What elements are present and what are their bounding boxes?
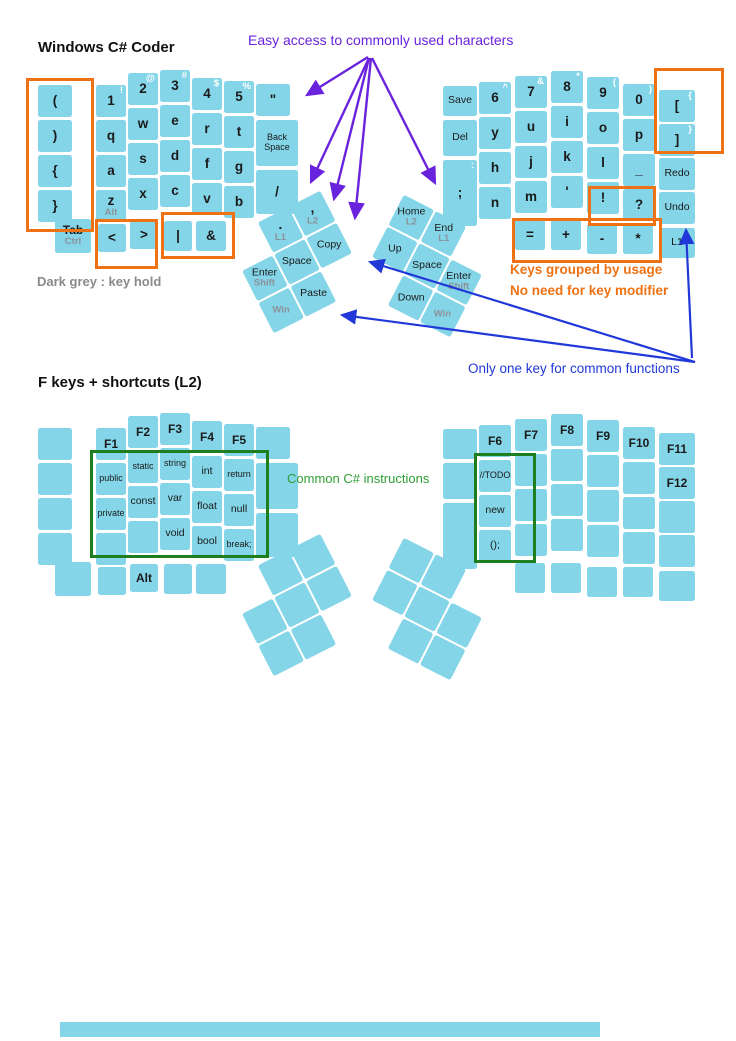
key-label: (	[52, 92, 58, 108]
key-label: d	[170, 147, 180, 163]
key-blank	[659, 501, 695, 533]
key-blank	[38, 498, 72, 530]
key-blank	[98, 567, 126, 595]
key-hold-label: L1	[275, 231, 287, 243]
key-blank	[623, 497, 655, 529]
arrow-to-period-key	[334, 58, 369, 199]
key-f11	[659, 433, 695, 465]
key-label: 0	[635, 91, 643, 107]
key-5	[224, 81, 254, 113]
key-redo	[659, 158, 695, 190]
layer1-title: Windows C# Coder	[38, 39, 175, 56]
key-label: y	[491, 124, 499, 140]
key-q	[96, 120, 126, 152]
key-f7	[515, 419, 547, 451]
key-label: bool	[197, 535, 217, 548]
key-p	[623, 119, 655, 151]
key-1	[96, 85, 126, 117]
footer-bar	[60, 1022, 600, 1037]
highlight-box-cs-keywords-right	[474, 453, 536, 563]
key-blank	[38, 428, 72, 460]
key-label: >	[140, 226, 148, 242]
key-label: Space	[282, 255, 312, 268]
key-label: F7	[523, 427, 538, 442]
key-l1	[659, 228, 695, 258]
key-blank	[587, 455, 619, 487]
key-label: j	[529, 153, 533, 169]
key-label: Del	[452, 131, 468, 144]
key-symbol	[443, 160, 477, 226]
key-label: )	[52, 127, 58, 143]
key-save	[443, 86, 477, 116]
key-blank	[659, 535, 695, 567]
key-alt	[130, 564, 158, 592]
key-f10	[623, 427, 655, 459]
key-blank	[623, 462, 655, 494]
key-label: n	[490, 194, 500, 210]
key-label: F1	[103, 436, 118, 451]
key-shift-legend: @	[145, 73, 155, 84]
key-label: F5	[231, 432, 246, 447]
key-f12	[659, 467, 695, 499]
key-hold-label: Ctrl	[64, 236, 82, 248]
annotation-keys-grouped-line1: Keys grouped by usage	[510, 262, 663, 277]
key-label: g	[234, 158, 244, 174]
key-label: private	[97, 508, 125, 519]
key-blank	[659, 571, 695, 601]
key-label: _	[635, 161, 643, 177]
key-symbol	[256, 84, 290, 116]
key-label: s	[139, 150, 147, 166]
key-blank	[587, 525, 619, 557]
key-label: /	[275, 183, 279, 199]
key-3	[160, 70, 190, 102]
key-label: string	[163, 458, 186, 469]
key-h	[479, 152, 511, 184]
key-label: L1	[671, 236, 683, 249]
key-label: ,	[310, 200, 315, 216]
key-label: m	[524, 188, 537, 204]
key-z	[96, 190, 126, 222]
key-label: .	[278, 216, 283, 232]
arrow-to-slash-key	[311, 58, 369, 182]
key-blank	[55, 562, 91, 596]
key-label: [	[674, 97, 680, 113]
key-label: o	[598, 119, 608, 135]
key-label: Copy	[316, 238, 342, 251]
key-hold-label: L1	[437, 233, 449, 245]
key-hold-label: Win	[434, 308, 452, 320]
key-a	[96, 155, 126, 187]
note-key-hold: Dark grey : key hold	[37, 274, 162, 289]
key-e	[160, 105, 190, 137]
key-k	[551, 141, 583, 173]
arrow-to-quote-key	[307, 57, 368, 95]
purple-arrows	[307, 57, 435, 218]
arrow-to-semicolon-key	[372, 58, 435, 183]
key-f4	[192, 421, 222, 453]
key-label: c	[171, 182, 179, 198]
key-shift-legend: (	[612, 77, 616, 88]
key-label: Redo	[664, 167, 690, 180]
key-label: ();	[490, 539, 500, 552]
key-blank	[443, 463, 477, 499]
key-label: static	[132, 461, 154, 472]
key-label: Space	[412, 259, 442, 272]
key-m	[515, 181, 547, 213]
key-label: 9	[599, 84, 607, 100]
key-8	[551, 71, 583, 103]
key-label: null	[230, 503, 248, 516]
key-label: 5	[235, 88, 243, 104]
key-label: F9	[595, 428, 610, 443]
key-blank	[587, 567, 617, 597]
key-del	[443, 120, 477, 156]
key-9	[587, 77, 619, 109]
key-j	[515, 146, 547, 178]
key-shift-legend: $	[213, 78, 219, 89]
key-r	[192, 113, 222, 145]
key-label: &	[206, 227, 216, 243]
key-label: {	[52, 162, 58, 178]
key-label: 8	[563, 78, 571, 94]
key-label: //TODO	[479, 470, 511, 481]
key-label: End	[434, 222, 453, 235]
key-label: <	[108, 229, 116, 245]
key-label: 1	[107, 92, 115, 108]
key-label: Paste	[299, 287, 327, 300]
key-label: public	[99, 473, 123, 484]
arrow-to-paste-key	[342, 315, 695, 362]
key-label: b	[234, 193, 244, 209]
key-label: e	[171, 112, 179, 128]
key-label: p	[634, 126, 644, 142]
arrow-to-comma-key	[355, 58, 371, 218]
annotation-common-cs: Common C# instructions	[287, 471, 430, 486]
key-blank	[164, 564, 192, 594]
key-symbol	[623, 154, 655, 186]
key-label: new	[485, 504, 505, 517]
key-n	[479, 187, 511, 219]
key-label: "	[269, 91, 277, 107]
key-w	[128, 108, 158, 140]
key-x	[128, 178, 158, 210]
layer2-title: F keys + shortcuts (L2)	[38, 374, 202, 391]
key-label: Down	[397, 291, 425, 304]
key-label: |	[176, 227, 180, 243]
key-label: l	[601, 154, 605, 170]
key-v	[192, 183, 222, 215]
key-label: r	[204, 120, 210, 136]
key-label: Undo	[664, 201, 690, 214]
key-label: Alt	[136, 570, 152, 585]
annotation-easy-access: Easy access to commonly used characters	[248, 32, 514, 48]
key-label: Up	[388, 242, 402, 255]
key-t	[224, 116, 254, 148]
key-blank	[515, 563, 545, 593]
key-7	[515, 76, 547, 108]
key-shift-legend: &	[537, 76, 544, 87]
key-label: u	[526, 118, 536, 134]
annotation-only-one-key: Only one key for common functions	[468, 361, 680, 376]
highlight-box-math-operators	[512, 218, 662, 263]
key-o	[587, 112, 619, 144]
key-label: var	[167, 492, 183, 505]
highlight-box-cs-keywords-left	[90, 450, 269, 558]
key-label: ]	[674, 131, 680, 147]
key-label: float	[197, 500, 217, 513]
key-label: void	[165, 527, 185, 540]
key-0	[623, 84, 655, 116]
key-shift-legend: {	[688, 90, 692, 101]
key-label: w	[137, 115, 149, 131]
key-s	[128, 143, 158, 175]
key-blank	[587, 490, 619, 522]
key-shift-legend: !	[119, 85, 123, 96]
key-c	[160, 175, 190, 207]
key-label: a	[107, 162, 115, 178]
key-label: Home	[397, 205, 426, 218]
key-hold-label: Win	[272, 304, 290, 316]
key-shift-legend: :	[470, 160, 474, 171]
key-l	[587, 147, 619, 179]
key-label: i	[565, 113, 569, 129]
key-shift-legend: #	[181, 70, 187, 81]
key-u	[515, 111, 547, 143]
key-label: v	[203, 190, 211, 206]
key-label: F8	[559, 422, 574, 437]
key-label: '	[565, 183, 569, 199]
key-label: F4	[199, 429, 214, 444]
key-label: ;	[457, 184, 463, 200]
key-label: x	[139, 185, 147, 201]
key-f	[192, 148, 222, 180]
key-blank	[443, 429, 477, 459]
key-blank	[196, 564, 226, 594]
key-g	[224, 151, 254, 183]
key-label: f	[204, 155, 210, 171]
key-blank	[38, 463, 72, 495]
key-blank	[623, 567, 653, 597]
annotation-keys-grouped	[510, 259, 668, 301]
key-label: k	[563, 148, 571, 164]
key-label: const	[130, 495, 156, 508]
key-label: F11	[666, 441, 687, 456]
key-shift-legend: *	[576, 71, 580, 82]
key-label: h	[490, 159, 500, 175]
key-hold-label: L2	[405, 217, 417, 229]
key-label: break;	[226, 539, 252, 550]
key-label: Back Space	[264, 132, 290, 152]
key-label: }	[52, 197, 58, 213]
key-blank	[551, 449, 583, 481]
key-f3	[160, 413, 190, 445]
highlight-box-pipe-ampersand	[161, 212, 235, 259]
key-label: int	[201, 465, 213, 478]
key-label: !	[600, 189, 606, 205]
key-y	[479, 117, 511, 149]
key-label: F12	[666, 475, 688, 490]
key-label: return	[227, 469, 251, 480]
key-symbol	[551, 176, 583, 208]
key-blank	[551, 484, 583, 516]
key-i	[551, 106, 583, 138]
key-hold-label: Alt	[104, 207, 118, 219]
key-label: Enter	[446, 270, 472, 283]
key-blank	[623, 532, 655, 564]
key-shift-legend: }	[688, 124, 692, 135]
key-label: *	[635, 230, 641, 246]
key-f9	[587, 420, 619, 452]
key-backspace	[256, 120, 298, 166]
key-4	[192, 78, 222, 110]
key-label: -	[599, 230, 605, 246]
key-label: F10	[628, 435, 650, 450]
key-f2	[128, 416, 158, 448]
highlight-box-angle-brackets	[95, 219, 158, 269]
key-label: 2	[139, 80, 147, 96]
key-label: Tab	[62, 223, 84, 238]
key-label: F6	[487, 433, 502, 448]
key-label: Save	[448, 94, 472, 107]
key-label: F3	[167, 421, 182, 436]
highlight-box-brackets-column	[26, 78, 94, 232]
key-2	[128, 73, 158, 105]
annotation-keys-grouped-line2: No need for key modifier	[510, 283, 669, 298]
key-6	[479, 82, 511, 114]
key-shift-legend: )	[648, 84, 652, 95]
key-label: =	[526, 226, 534, 242]
key-label: Enter	[252, 266, 278, 279]
key-blank	[38, 533, 72, 565]
key-label: 6	[491, 89, 499, 105]
key-blank	[551, 563, 581, 593]
key-label: F2	[135, 424, 150, 439]
key-hold-label: Shift	[254, 277, 276, 289]
key-shift-legend: ^	[502, 82, 508, 93]
key-label: 7	[527, 83, 535, 99]
key-label: z	[107, 192, 115, 208]
key-d	[160, 140, 190, 172]
key-shift-legend: %	[242, 81, 251, 92]
key-hold-label: L2	[307, 214, 319, 226]
key-label: ?	[634, 196, 644, 212]
key-label: +	[562, 226, 570, 242]
key-blank	[551, 519, 583, 551]
key-blank	[443, 503, 477, 569]
highlight-box-square-brackets	[654, 68, 724, 154]
key-label: t	[236, 123, 242, 139]
key-f8	[551, 414, 583, 446]
key-label: 3	[171, 77, 179, 93]
key-label: 4	[203, 85, 211, 101]
key-hold-label: Shift	[448, 281, 470, 293]
key-undo	[659, 192, 695, 224]
key-label: q	[106, 127, 116, 143]
